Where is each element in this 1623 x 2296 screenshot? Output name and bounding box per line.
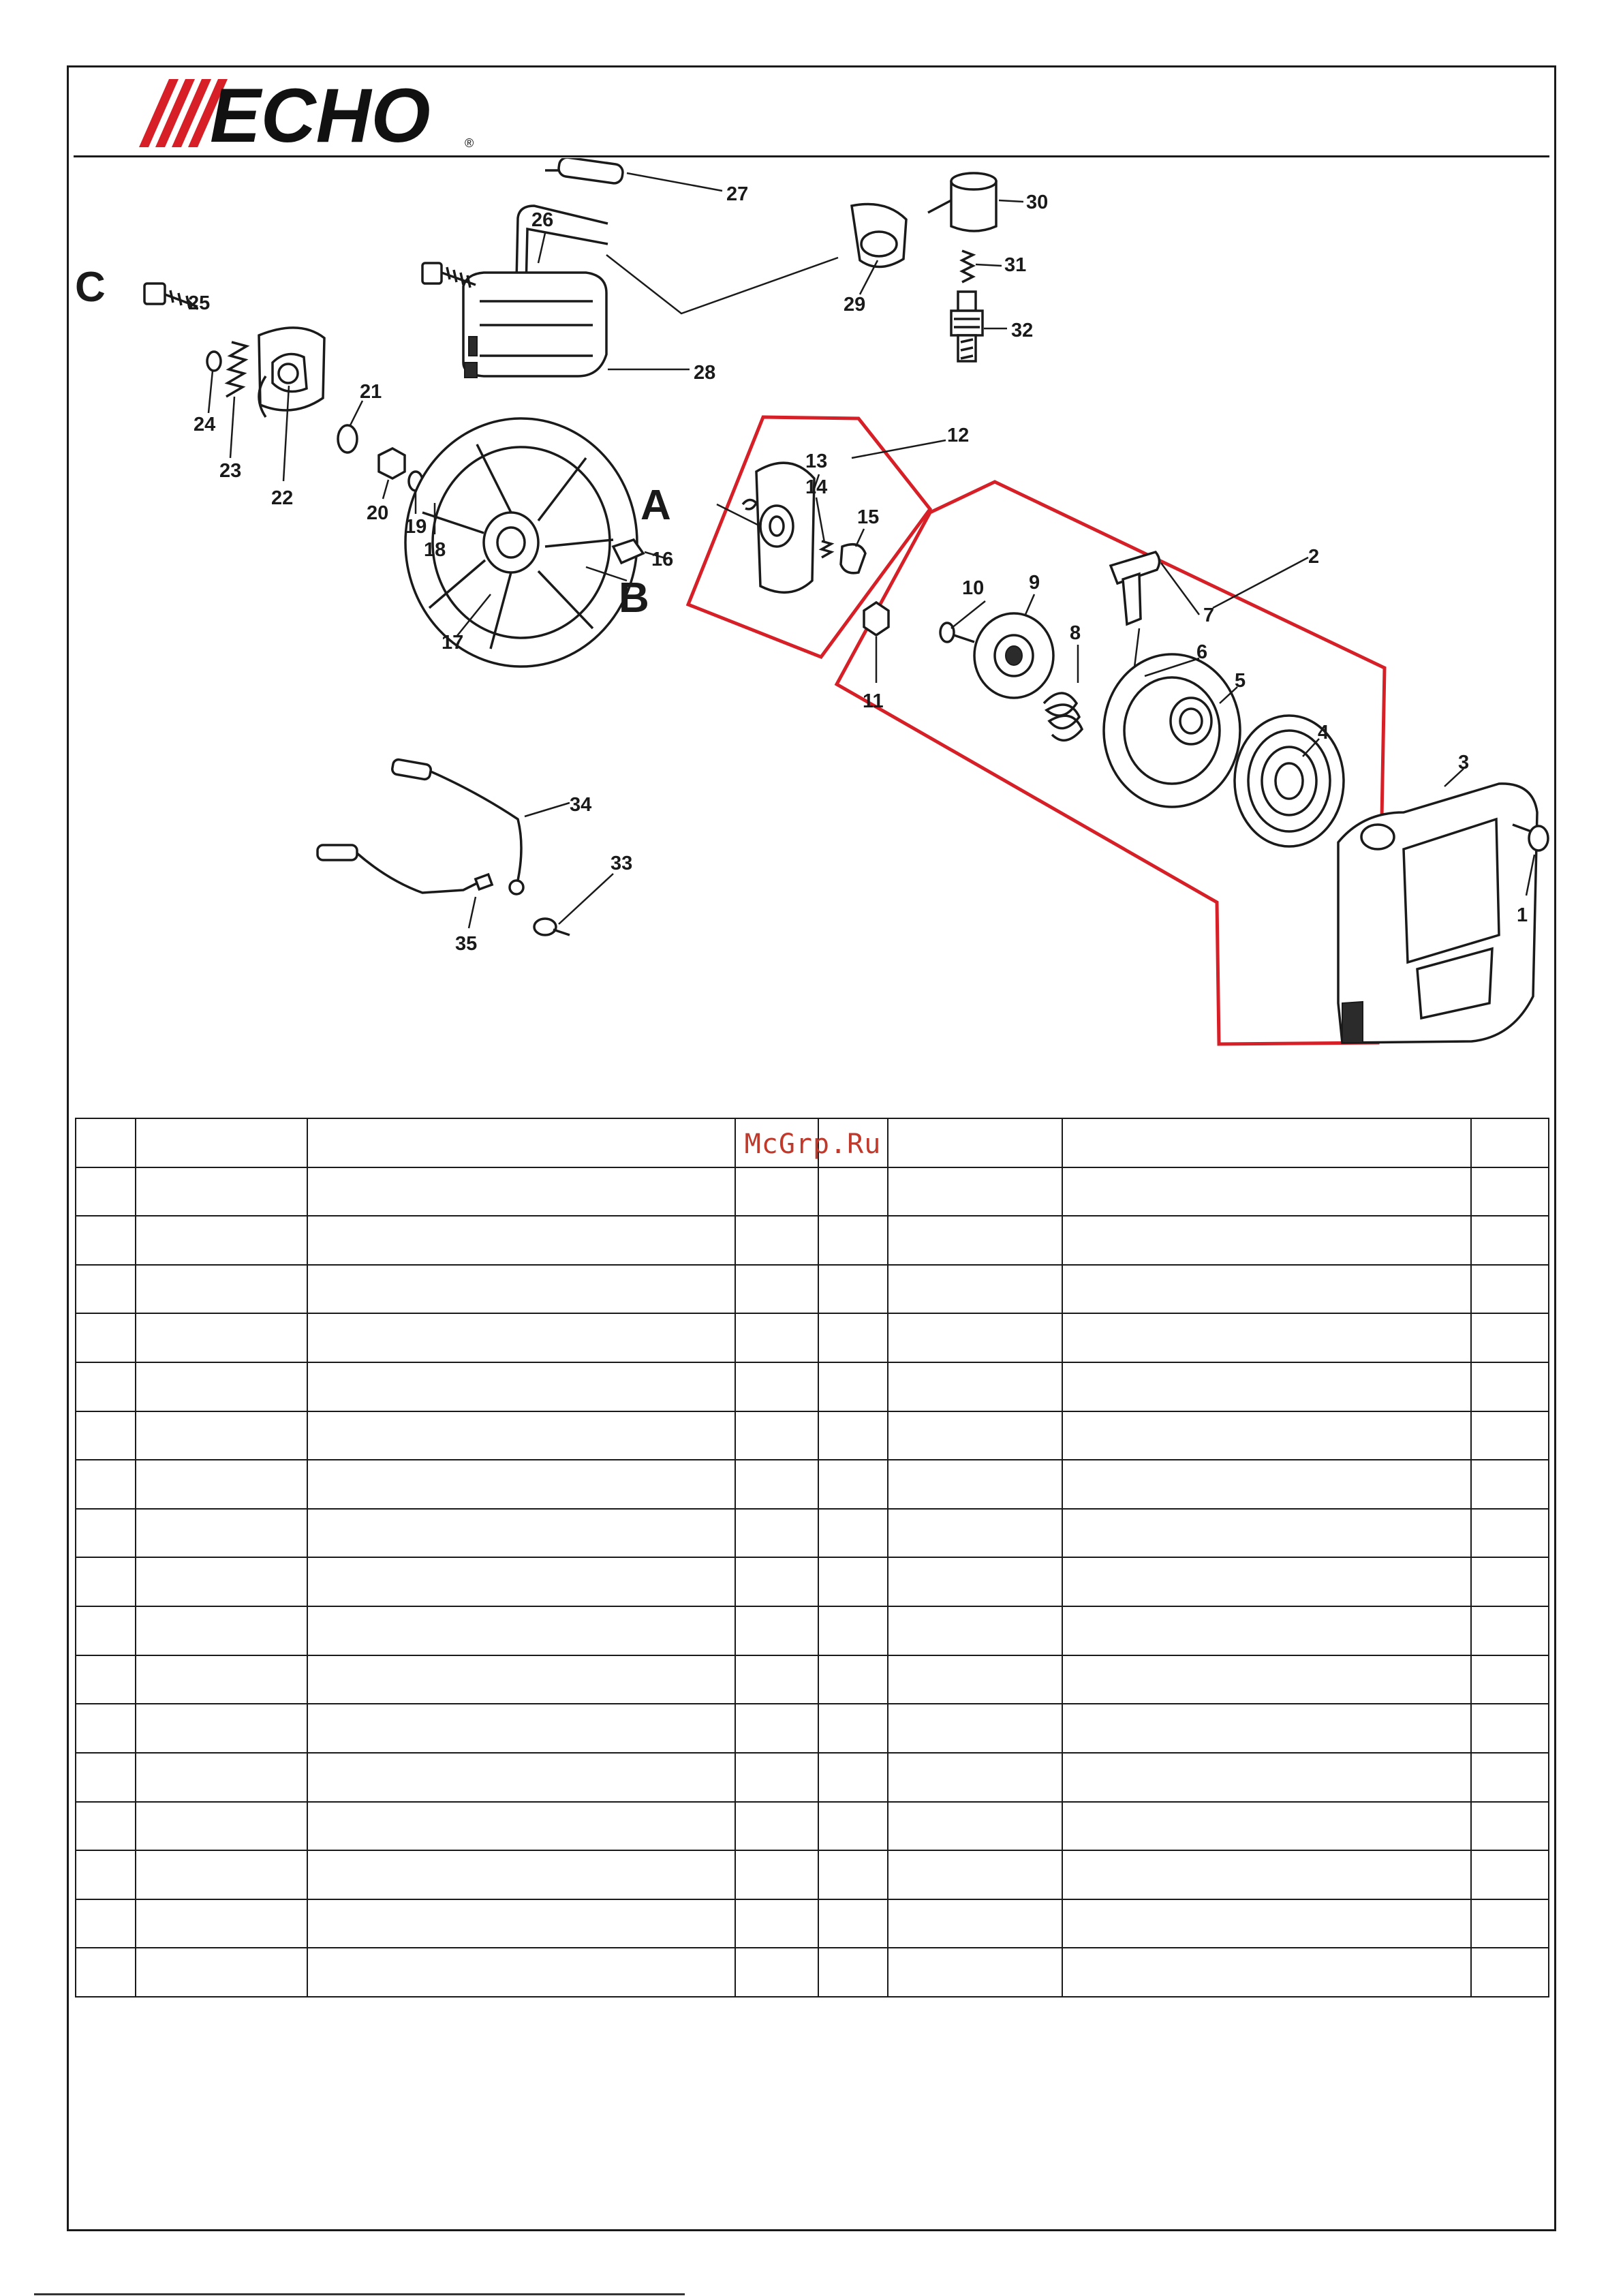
table-cell [307, 1606, 735, 1655]
table-cell [735, 1753, 818, 1802]
callout-28: 28 [694, 362, 716, 384]
table-cell [1471, 1216, 1549, 1265]
table-cell [307, 1850, 735, 1899]
footer-divider [34, 2293, 685, 2295]
table-cell [1062, 1313, 1471, 1362]
callout-14: 14 [805, 476, 828, 498]
table-row [76, 1606, 1549, 1655]
table-cell [1471, 1411, 1549, 1460]
table-cell [307, 1655, 735, 1704]
table-cell [76, 1802, 136, 1851]
table-cell [735, 1948, 818, 1997]
callout-8: 8 [1070, 622, 1081, 644]
table-cell [307, 1411, 735, 1460]
table-cell [818, 1655, 888, 1704]
table-cell [1062, 1753, 1471, 1802]
callout-13: 13 [805, 450, 828, 472]
table-cell [1062, 1948, 1471, 1997]
table-cell [1062, 1557, 1471, 1606]
callout-1: 1 [1517, 904, 1528, 926]
callout-22: 22 [271, 487, 294, 509]
table-cell [1062, 1655, 1471, 1704]
table-row [76, 1655, 1549, 1704]
table-row [76, 1948, 1549, 1997]
table-cell [76, 1753, 136, 1802]
table-row [76, 1557, 1549, 1606]
callout-30: 30 [1026, 192, 1049, 213]
part-10-screw [940, 623, 974, 642]
table-cell [1471, 1606, 1549, 1655]
table-cell [76, 1606, 136, 1655]
table-cell [136, 1460, 307, 1509]
table-cell [76, 1899, 136, 1948]
echo-logo [134, 74, 488, 153]
table-cell [136, 1411, 307, 1460]
table-cell [307, 1948, 735, 1997]
callout-26: 26 [531, 209, 554, 231]
callout-17: 17 [442, 632, 464, 654]
table-cell [307, 1557, 735, 1606]
table-cell [888, 1655, 1062, 1704]
table-cell [818, 1167, 888, 1216]
table-cell [307, 1265, 735, 1314]
registered-mark: ® [465, 136, 474, 150]
part-35-wire [318, 845, 492, 893]
table-cell [1062, 1265, 1471, 1314]
callout-12: 12 [947, 425, 970, 446]
table-cell [1062, 1411, 1471, 1460]
table-cell [735, 1802, 818, 1851]
table-cell [1062, 1899, 1471, 1948]
part-7-starter-handle [1111, 552, 1160, 624]
callout-33: 33 [610, 853, 633, 874]
table-cell [307, 1899, 735, 1948]
part-14-spring [822, 541, 831, 557]
parts-table-body [76, 1118, 1549, 1997]
table-cell [76, 1362, 136, 1411]
table-cell [888, 1899, 1062, 1948]
table-cell [136, 1753, 307, 1802]
part-31-spring [962, 251, 973, 282]
table-cell [735, 1850, 818, 1899]
table-cell [1471, 1167, 1549, 1216]
table-cell [735, 1557, 818, 1606]
callout-31: 31 [1004, 254, 1027, 276]
table-cell [1062, 1802, 1471, 1851]
table-cell [76, 1655, 136, 1704]
table-cell [888, 1557, 1062, 1606]
table-cell [818, 1802, 888, 1851]
table-row [76, 1167, 1549, 1216]
part-8-spring [1044, 693, 1082, 740]
part-32-spark-plug [951, 292, 983, 361]
callout-3: 3 [1458, 752, 1470, 774]
table-cell [76, 1411, 136, 1460]
table-cell [735, 1265, 818, 1314]
table-row [76, 1411, 1549, 1460]
table-cell [735, 1899, 818, 1948]
table-cell [136, 1899, 307, 1948]
part-9-pulley [974, 613, 1053, 698]
table-cell [136, 1704, 307, 1753]
table-cell [1471, 1118, 1549, 1167]
table-cell [136, 1850, 307, 1899]
table-cell [735, 1167, 818, 1216]
table-cell [1471, 1655, 1549, 1704]
table-cell [307, 1313, 735, 1362]
table-cell [818, 1704, 888, 1753]
table-cell [1471, 1509, 1549, 1558]
part-15-pawl [841, 545, 865, 573]
callout-2: 2 [1308, 546, 1320, 568]
callout-10: 10 [962, 577, 985, 599]
table-row [76, 1216, 1549, 1265]
table-cell [307, 1216, 735, 1265]
table-cell [1471, 1265, 1549, 1314]
table-cell [307, 1362, 735, 1411]
callout-20: 20 [367, 502, 389, 524]
callout-4: 4 [1318, 722, 1329, 744]
part-24-washer [207, 352, 221, 371]
table-cell [1062, 1362, 1471, 1411]
table-cell [1062, 1509, 1471, 1558]
part-11-nut [864, 602, 888, 635]
table-cell [818, 1216, 888, 1265]
callout-19: 19 [405, 516, 427, 538]
table-cell [888, 1850, 1062, 1899]
parts-list-table [75, 1118, 1549, 1997]
table-cell [1471, 1557, 1549, 1606]
watermark: McGrp.Ru [744, 1129, 882, 1160]
table-cell [76, 1509, 136, 1558]
table-cell [1471, 1899, 1549, 1948]
callout-6: 6 [1196, 641, 1208, 663]
table-cell [76, 1704, 136, 1753]
exploded-parts-diagram [68, 158, 1555, 1099]
table-cell [307, 1753, 735, 1802]
table-row [76, 1899, 1549, 1948]
table-cell [818, 1606, 888, 1655]
table-cell [735, 1313, 818, 1362]
table-row [76, 1850, 1549, 1899]
table-cell [735, 1411, 818, 1460]
table-cell [136, 1509, 307, 1558]
callout-25: 25 [188, 292, 211, 314]
table-cell [818, 1411, 888, 1460]
table-cell [1062, 1606, 1471, 1655]
table-cell [735, 1606, 818, 1655]
table-cell [1471, 1753, 1549, 1802]
table-cell [136, 1265, 307, 1314]
ignition-wire [606, 255, 838, 313]
table-cell [735, 1655, 818, 1704]
table-cell [1062, 1850, 1471, 1899]
table-cell [818, 1948, 888, 1997]
table-cell [307, 1704, 735, 1753]
section-letter-c: C [75, 264, 106, 311]
table-cell [136, 1216, 307, 1265]
table-row [76, 1704, 1549, 1753]
table-cell [888, 1411, 1062, 1460]
part-22-clutch-shoe [259, 328, 324, 417]
table-cell [735, 1216, 818, 1265]
part-30-cap [928, 173, 996, 231]
table-row [76, 1313, 1549, 1362]
table-cell [888, 1265, 1062, 1314]
table-cell [735, 1509, 818, 1558]
callout-35: 35 [455, 933, 478, 955]
table-cell [888, 1216, 1062, 1265]
callout-23: 23 [219, 460, 242, 482]
callout-29: 29 [844, 294, 866, 316]
table-cell [1471, 1313, 1549, 1362]
section-letter-a: A [640, 482, 671, 529]
table-cell [888, 1509, 1062, 1558]
table-cell [1062, 1460, 1471, 1509]
table-row [76, 1509, 1549, 1558]
table-cell [307, 1509, 735, 1558]
table-cell [888, 1313, 1062, 1362]
table-cell [76, 1216, 136, 1265]
table-cell [136, 1655, 307, 1704]
logo-text: ECHO [210, 74, 431, 153]
table-row [76, 1460, 1549, 1509]
callout-34: 34 [570, 794, 592, 816]
table-cell [1471, 1362, 1549, 1411]
table-cell [136, 1313, 307, 1362]
table-cell [1471, 1802, 1549, 1851]
table-cell [888, 1606, 1062, 1655]
table-cell [818, 1265, 888, 1314]
table-cell [136, 1362, 307, 1411]
table-cell [1062, 1704, 1471, 1753]
table-cell [76, 1948, 136, 1997]
table-cell [888, 1460, 1062, 1509]
table-cell [888, 1948, 1062, 1997]
table-cell [136, 1948, 307, 1997]
table-row [76, 1265, 1549, 1314]
table-cell [76, 1118, 136, 1167]
table-cell [818, 1362, 888, 1411]
part-28-ignition-coil [463, 206, 608, 378]
table-cell [307, 1460, 735, 1509]
table-cell [76, 1460, 136, 1509]
part-29-boot [852, 204, 906, 267]
callout-5: 5 [1235, 670, 1246, 692]
table-cell [307, 1167, 735, 1216]
table-cell [136, 1802, 307, 1851]
callout-9: 9 [1029, 572, 1040, 594]
table-cell [818, 1557, 888, 1606]
table-cell [818, 1753, 888, 1802]
callout-15: 15 [857, 506, 880, 528]
table-cell [76, 1557, 136, 1606]
callout-7: 7 [1203, 604, 1215, 626]
callout-11: 11 [863, 690, 884, 712]
table-row [76, 1362, 1549, 1411]
table-cell [76, 1313, 136, 1362]
part-27-pipe [545, 158, 623, 184]
table-row [76, 1802, 1549, 1851]
table-cell [1471, 1850, 1549, 1899]
table-cell [1062, 1216, 1471, 1265]
table-cell [888, 1167, 1062, 1216]
table-cell [888, 1704, 1062, 1753]
table-cell [888, 1362, 1062, 1411]
table-cell [735, 1704, 818, 1753]
table-cell [1062, 1167, 1471, 1216]
table-cell [735, 1362, 818, 1411]
section-letter-b: B [619, 575, 649, 622]
table-cell [76, 1850, 136, 1899]
part-13-clip [743, 500, 756, 509]
table-cell [76, 1265, 136, 1314]
table-cell [136, 1606, 307, 1655]
part-21-washer [338, 425, 357, 453]
table-cell [818, 1313, 888, 1362]
part-20-nut [379, 448, 405, 478]
table-cell [136, 1118, 307, 1167]
callout-32: 32 [1011, 320, 1034, 341]
header-divider [74, 155, 1549, 157]
table-cell [136, 1167, 307, 1216]
part-33-screw [534, 919, 570, 935]
table-cell [735, 1460, 818, 1509]
table-cell [136, 1557, 307, 1606]
callout-27: 27 [726, 183, 749, 205]
part-23-clutch-spring [226, 342, 247, 397]
table-cell [888, 1802, 1062, 1851]
table-cell [76, 1167, 136, 1216]
table-cell [1062, 1118, 1471, 1167]
callout-16: 16 [651, 549, 674, 570]
table-cell [888, 1753, 1062, 1802]
callout-24: 24 [194, 414, 216, 435]
table-cell [1471, 1460, 1549, 1509]
table-cell [1471, 1948, 1549, 1997]
table-cell [818, 1850, 888, 1899]
table-cell [1471, 1704, 1549, 1753]
part-5-reel [1104, 654, 1240, 807]
part-3-starter-case [1338, 784, 1537, 1043]
callout-18: 18 [424, 539, 446, 561]
table-cell [307, 1802, 735, 1851]
table-cell [307, 1118, 735, 1167]
table-row [76, 1753, 1549, 1802]
table-cell [818, 1509, 888, 1558]
table-cell [818, 1460, 888, 1509]
table-cell [888, 1118, 1062, 1167]
table-cell [818, 1899, 888, 1948]
part-34-wire [392, 759, 523, 894]
callout-21: 21 [360, 381, 382, 403]
